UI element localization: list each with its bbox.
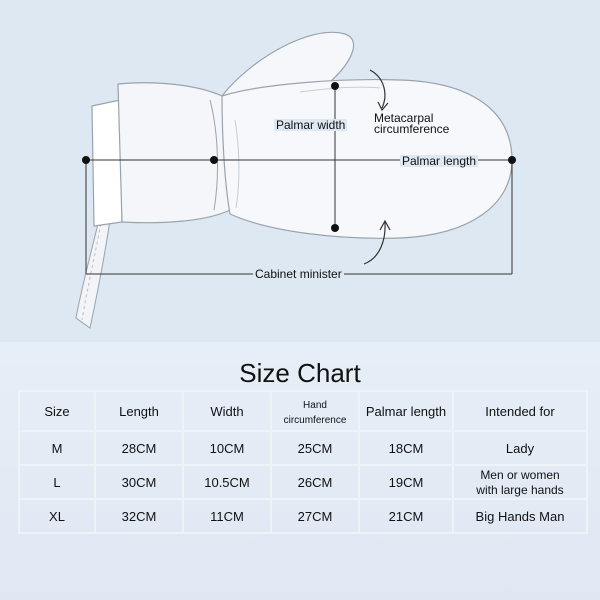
palmar-length-label: Palmar length: [402, 154, 477, 168]
cell-length: 28CM: [95, 431, 183, 465]
glove-strap: [76, 215, 110, 328]
cell-intended: Lady: [453, 431, 587, 465]
header-size: Size: [19, 391, 95, 431]
header-intended-for: Intended for: [453, 391, 587, 431]
intended-line1: Men or women: [480, 468, 560, 482]
cell-intended: Big Hands Man: [453, 499, 587, 533]
cell-hand: 27CM: [271, 499, 359, 533]
cell-hand: 25CM: [271, 431, 359, 465]
cell-palmar: 19CM: [359, 465, 453, 499]
cell-size: L: [19, 465, 95, 499]
metacarpal-line2: circumference: [374, 122, 450, 136]
cell-palmar: 21CM: [359, 499, 453, 533]
table-row: [19, 431, 587, 465]
cell-width: 10.5CM: [183, 465, 271, 499]
palmar-width-label: Palmar width: [276, 118, 346, 132]
cell-size: XL: [19, 499, 95, 533]
cell-size: M: [19, 431, 95, 465]
header-width: Width: [183, 391, 271, 431]
header-length: Length: [95, 391, 183, 431]
intended-line2: with large hands: [476, 483, 564, 497]
cell-length: 30CM: [95, 465, 183, 499]
header-hand-line2: circumference: [283, 415, 347, 426]
cell-length: 32CM: [95, 499, 183, 533]
cell-hand: 26CM: [271, 465, 359, 499]
header-hand-line1: Hand: [303, 400, 327, 411]
table-header-row: [19, 391, 587, 431]
cell-intended: [453, 465, 587, 499]
size-chart-title: Size Chart: [239, 358, 361, 388]
cell-width: 11CM: [183, 499, 271, 533]
glove-cuff: [92, 83, 230, 226]
cabinet-minister-label: Cabinet minister: [255, 267, 342, 281]
table-row: [19, 465, 587, 499]
header-hand-circumference: [271, 391, 359, 431]
metacarpal-line1: Metacarpal: [374, 111, 434, 125]
metacarpal-circumference-label: [372, 113, 451, 135]
cell-palmar: 18CM: [359, 431, 453, 465]
cell-width: 10CM: [183, 431, 271, 465]
header-palmar-length: Palmar length: [359, 391, 453, 431]
size-table: [18, 390, 588, 534]
table-row: [19, 499, 587, 533]
